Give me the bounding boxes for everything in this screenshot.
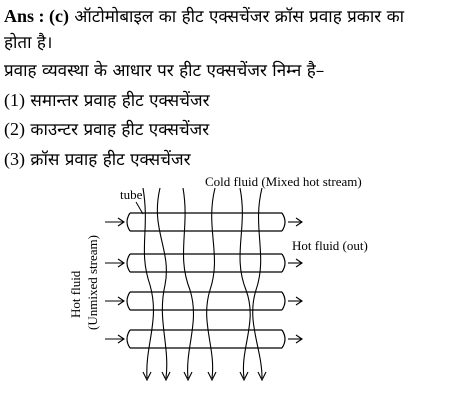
tube-3 — [127, 292, 285, 310]
tube-1 — [127, 213, 285, 231]
intro-text: प्रवाह व्यवस्था के आधार पर हीट एक्सचेंजर निम्न है– — [4, 61, 325, 81]
tubes — [127, 213, 285, 348]
hot-fluid-out-label: Hot fluid (out) — [292, 238, 368, 253]
answer-text-2: होता है। — [4, 33, 53, 53]
cold-fluid-label: Cold fluid (Mixed hot stream) — [205, 174, 362, 189]
answer-text-1: ऑटोमोबाइल का हीट एक्सचेंजर क्रॉस प्रवाह प्रकार का — [74, 7, 405, 27]
cold-flow-lines — [143, 188, 262, 378]
hot-fluid-label: Hot fluid — [68, 270, 83, 318]
list-item-1-number: (1) — [4, 90, 25, 110]
tube-label: tube — [120, 187, 143, 202]
tube-pointer-line — [136, 202, 143, 214]
list-item-3-text: क्रॉस प्रवाह हीट एक्सचेंजर — [30, 150, 191, 170]
list-item-2-text: काउन्टर प्रवाह हीट एक्सचेंजर — [30, 120, 210, 140]
cold-flow-arrowheads — [143, 372, 266, 380]
list-item-1-text: समान्तर प्रवाह हीट एक्सचेंजर — [30, 91, 210, 111]
unmixed-stream-label: (Unmixed stream) — [85, 235, 100, 330]
answer-prefix: Ans : (c) — [4, 6, 69, 26]
list-item-2-number: (2) — [4, 119, 25, 139]
tube-2 — [127, 254, 285, 272]
list-item-3-number: (3) — [4, 149, 25, 169]
hot-flow-arrows — [105, 218, 302, 343]
